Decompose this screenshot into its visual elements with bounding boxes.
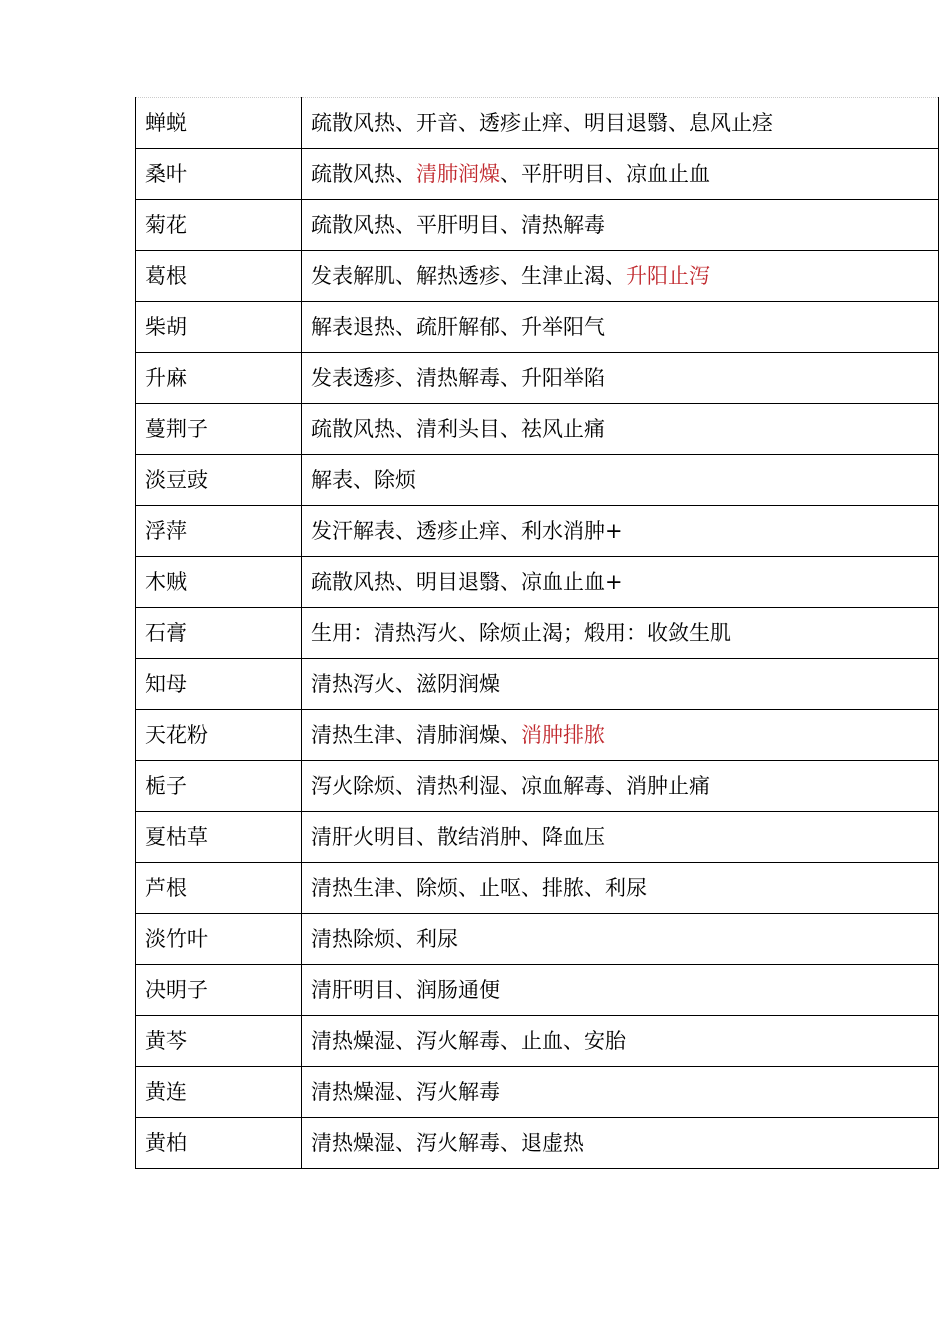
highlighted-effect-text: 消肿排脓 (521, 723, 605, 747)
herb-effect-cell (302, 965, 939, 1016)
table-row (136, 404, 939, 455)
herb-effect-cell (302, 149, 939, 200)
herb-name-cell: 升麻 (136, 353, 302, 404)
effect-text: 泻火除烦、清热利湿、凉血解毒、消肿止痛 (311, 774, 710, 798)
herb-effect-cell (302, 557, 939, 608)
herb-effect-cell (302, 98, 939, 149)
table-row (136, 98, 939, 149)
herb-effect-cell (302, 251, 939, 302)
effect-text: 发表解肌、解热透疹、生津止渴、 (311, 264, 626, 288)
herb-name-cell: 柴胡 (136, 302, 302, 353)
table-row (136, 506, 939, 557)
table-row (136, 1118, 939, 1169)
effect-text: 清热生津、除烦、止呕、排脓、利尿 (311, 876, 647, 900)
effect-text: 、平肝明目、凉血止血 (500, 162, 710, 186)
herb-name-cell: 决明子 (136, 965, 302, 1016)
herb-name-cell: 蔓荆子 (136, 404, 302, 455)
herb-effect-cell (302, 863, 939, 914)
effect-text: 疏散风热、明目退翳、凉血止血+ (311, 570, 623, 594)
herb-effect-cell (302, 302, 939, 353)
table-row (136, 455, 939, 506)
herb-table-body (136, 98, 939, 1169)
effect-text: 清肝明目、润肠通便 (311, 978, 500, 1002)
herb-name-cell: 知母 (136, 659, 302, 710)
herb-name-cell: 淡竹叶 (136, 914, 302, 965)
effect-text: 疏散风热、清利头目、祛风止痛 (311, 417, 605, 441)
herb-effect-cell (302, 608, 939, 659)
herb-effect-cell (302, 1016, 939, 1067)
herb-effect-cell (302, 455, 939, 506)
effect-text: 发表透疹、清热解毒、升阳举陷 (311, 366, 605, 390)
effect-text: 生用：清热泻火、除烦止渴；煅用：收敛生肌 (311, 621, 731, 645)
herb-name-cell: 芦根 (136, 863, 302, 914)
effect-text: 清热燥湿、泻火解毒、退虚热 (311, 1131, 584, 1155)
herb-effect-cell (302, 1067, 939, 1118)
table-row (136, 914, 939, 965)
table-row (136, 608, 939, 659)
herb-name-cell: 菊花 (136, 200, 302, 251)
herb-effect-cell (302, 761, 939, 812)
table-row (136, 353, 939, 404)
herb-name-cell: 石膏 (136, 608, 302, 659)
herb-effect-cell (302, 812, 939, 863)
highlighted-effect-text: 升阳止泻 (626, 264, 710, 288)
table-row (136, 761, 939, 812)
herb-effect-cell (302, 200, 939, 251)
highlighted-effect-text: 清肺润燥 (416, 162, 500, 186)
herb-name-cell: 蝉蜕 (136, 98, 302, 149)
table-row (136, 863, 939, 914)
table-row (136, 557, 939, 608)
table-row (136, 200, 939, 251)
effect-text: 清热燥湿、泻火解毒 (311, 1080, 500, 1104)
herb-name-cell: 桑叶 (136, 149, 302, 200)
herb-effect-cell (302, 914, 939, 965)
table-row (136, 251, 939, 302)
herb-name-cell: 木贼 (136, 557, 302, 608)
herb-name-cell: 黄芩 (136, 1016, 302, 1067)
table-row (136, 302, 939, 353)
table-row (136, 710, 939, 761)
herb-effect-cell (302, 659, 939, 710)
herb-effect-cell (302, 1118, 939, 1169)
table-row (136, 1016, 939, 1067)
effect-text: 解表、除烦 (311, 468, 416, 492)
herb-table (135, 97, 939, 1169)
table-row (136, 965, 939, 1016)
herb-effect-cell (302, 710, 939, 761)
herb-name-cell: 黄柏 (136, 1118, 302, 1169)
effect-text: 清热生津、清肺润燥、 (311, 723, 521, 747)
effect-text: 清热泻火、滋阴润燥 (311, 672, 500, 696)
effect-text: 疏散风热、开音、透疹止痒、明目退翳、息风止痉 (311, 111, 773, 135)
herb-effect-cell (302, 506, 939, 557)
table-row (136, 812, 939, 863)
effect-text: 解表退热、疏肝解郁、升举阳气 (311, 315, 605, 339)
table-row (136, 1067, 939, 1118)
effect-text: 清热燥湿、泻火解毒、止血、安胎 (311, 1029, 626, 1053)
table-row (136, 149, 939, 200)
herb-name-cell: 浮萍 (136, 506, 302, 557)
herb-name-cell: 淡豆豉 (136, 455, 302, 506)
effect-text: 清肝火明目、散结消肿、降血压 (311, 825, 605, 849)
herb-effect-cell (302, 353, 939, 404)
herb-name-cell: 夏枯草 (136, 812, 302, 863)
herb-name-cell: 黄连 (136, 1067, 302, 1118)
herb-name-cell: 栀子 (136, 761, 302, 812)
effect-text: 清热除烦、利尿 (311, 927, 458, 951)
herb-name-cell: 葛根 (136, 251, 302, 302)
herb-effect-cell (302, 404, 939, 455)
effect-text: 疏散风热、平肝明目、清热解毒 (311, 213, 605, 237)
table-row (136, 659, 939, 710)
effect-text: 发汗解表、透疹止痒、利水消肿+ (311, 519, 623, 543)
effect-text: 疏散风热、 (311, 162, 416, 186)
herb-name-cell: 天花粉 (136, 710, 302, 761)
